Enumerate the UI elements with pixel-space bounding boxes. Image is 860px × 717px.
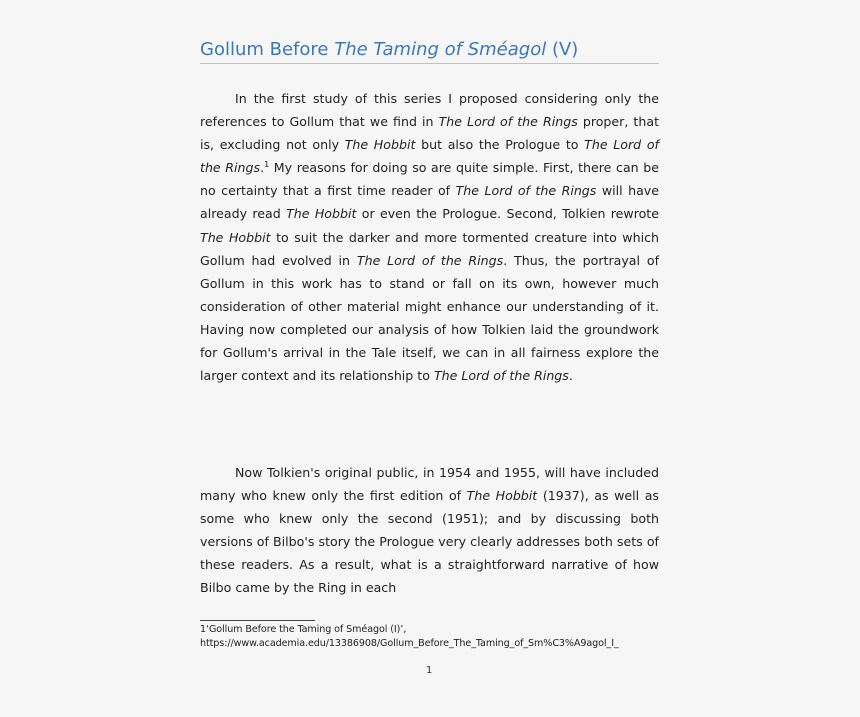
title-suffix: (V) [546,39,579,60]
book-title: The Lord of the Rings [200,137,659,176]
book-title: The Hobbit [344,137,416,153]
title-italic: The Taming of Sméagol [334,39,547,60]
footnote-url[interactable]: https://www.academia.edu/13386908/Gollum_Before_The_Taming_of_Sm%C3%A9agol_I_ [200,638,619,649]
book-title: The Lord of the Rings [356,252,504,268]
book-title: The Lord of the Rings [455,183,597,199]
book-title: The Hobbit [286,206,357,222]
book-title: The Hobbit [466,488,538,504]
book-title: The Lord of the Rings [433,368,569,384]
footnote-number: 1 [200,624,207,635]
book-title: The Lord of the Rings [438,114,578,130]
title-prefix: Gollum Before [200,39,335,60]
footnote-text: ‘Gollum Before the Taming of Sméagol (I)’, [206,624,407,635]
footnote-divider [200,620,315,621]
book-title: The Hobbit [200,229,271,245]
footnote [200,623,670,651]
paragraph: Now Tolkien's original public, in 1954 and 1955, will have included many who knew only the first edition of The Hobbit (1937), as well as some who knew only the second (1951); and by discussing both versions of Bilbo's story the Prologue very clearly addresses both sets of these readers. As a result, what is a straightforward narrative of how Bilbo came by the Ring in each [200,465,659,596]
page-number: 1 [426,665,433,676]
footnote-line-1 [200,623,670,637]
footnote-ref[interactable]: 1 [264,160,270,170]
paragraph: In the first study of this series I proposed considering only the references to Gollum that we find in The Lord of the Rings proper, that is, excluding not only The Hobbit but also the Prologue to The Lord of the Rings.$^1$ My reasons for doing so are quite simple. First, there can be no certainty that a first time reader of The Lord of the Rings will have already read The Hobbit or even the Prologue. Second, Tolkien rewrote The Hobbit to suit the darker and more tormented creature into which Gollum had evolved in The Lord of the Rings. Thus, the portrayal of Gollum in this work has to stand or fall on its own, however much consideration of other material might enhance our understanding of it. Having now completed our analysis of how Tolkien laid the groundwork for Gollum's arrival in the Tale itself, we can in all fairness explore the larger context and its relationship to The Lord of the Rings. [200,91,660,384]
document-title [200,38,659,64]
